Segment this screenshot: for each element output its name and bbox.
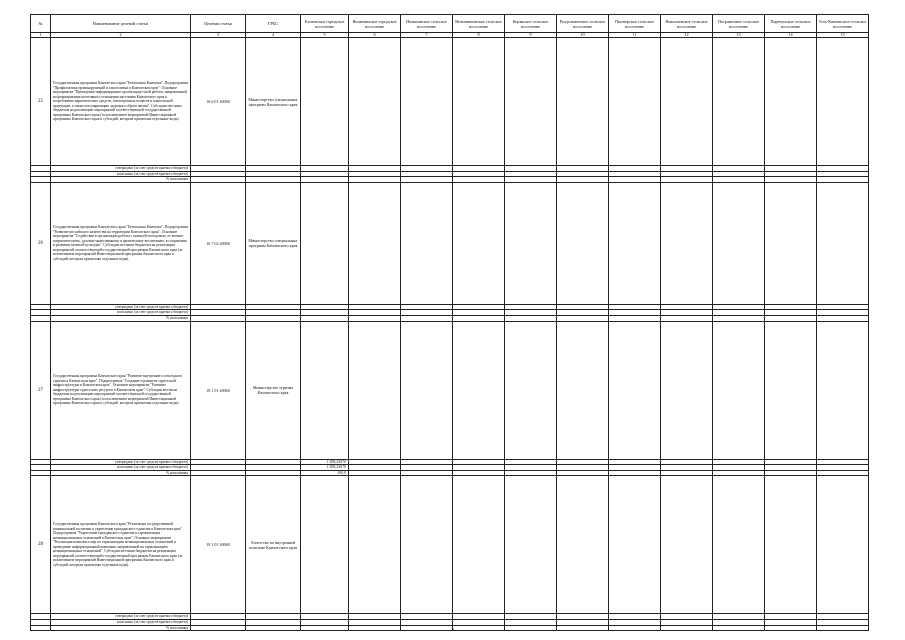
program-name: Государственная программа Камчатского края "Развитие внутреннего и въездного туризма в Камчатском крае". Подпрограмма "Создание и развитие туристской инфраструктуры в Камчатском крае". Основное мероприятие "Развитие инфраструктуры туристских ресурсов в Камчатском крае". Субсидии местным бюджетам на реализацию мероприятий соответствующей государственной программы Камчатского края (за исключением мероприятий Инвестиционной программы Камчатского края и субсидий, которым присвоены отдельные коды).	[51, 321, 191, 459]
column-header: Пограничное сельское поселение	[713, 15, 765, 33]
empty-cell	[765, 476, 817, 614]
column-number: 5	[301, 33, 349, 38]
empty-cell	[505, 182, 557, 304]
program-name: Государственная программа Камчатского края "Реализация государственной национальной политики и укрепление гражданского единства в Камчатском крае". Подпрограмма "Укрепление гражданского единства и гармонизация межнациональных отношений в Камчатском крае". Основное мероприятие "Реализация комплекса мер по гармонизации межнациональных отношений и проведение информационной кампании, направленной на гармонизацию межнациональных отношений". Субсидии местным бюджетам на реализацию мероприятий соответствующей государственной программы Камчатского края (за исключением мероприятий Инвестиционной программы Камчатского края и субсидий, которым присвоены отдельные коды).	[51, 476, 191, 614]
column-number: 7	[401, 33, 453, 38]
grbs-name: Министерство специальных программ Камчатского края	[246, 38, 301, 166]
empty-cell	[765, 182, 817, 304]
empty-cell	[349, 625, 401, 631]
empty-cell	[557, 38, 609, 166]
empty-cell	[301, 321, 349, 459]
table-body	[31, 38, 869, 631]
row-number: 28	[31, 476, 51, 614]
elizovo-value: 1 298,23670	[301, 459, 349, 465]
column-header: Николаевское сельское поселение	[661, 15, 713, 33]
empty-cell	[609, 476, 661, 614]
empty-cell	[301, 38, 349, 166]
budget-report-sheet	[30, 14, 868, 631]
sub-row-label: утверждено (за счет средств краевого бюджета)	[51, 166, 191, 172]
elizovo-value: 100,0	[301, 470, 349, 476]
empty-cell	[609, 625, 661, 631]
empty-cell	[713, 38, 765, 166]
empty-cell	[557, 476, 609, 614]
column-number: 10	[557, 33, 609, 38]
empty-cell	[817, 321, 869, 459]
column-header: Раздольненское сельское поселение	[557, 15, 609, 33]
column-number: 11	[609, 33, 661, 38]
sub-row-label: % исполнения	[51, 625, 191, 631]
column-number: 15	[817, 33, 869, 38]
row-number: 27	[31, 321, 51, 459]
sub-row-label: % исполнения	[51, 315, 191, 321]
empty-cell	[765, 38, 817, 166]
grbs-name: Министерство туризма Камчатского края	[246, 321, 301, 459]
column-header: Паратунское сельское поселение	[765, 15, 817, 33]
empty-cell	[453, 38, 505, 166]
empty-cell	[191, 625, 246, 631]
sub-row-label: исполнено (за счет средств краевого бюджета)	[51, 619, 191, 625]
column-header: №	[31, 15, 51, 33]
column-header: Начикинское сельское поселение	[401, 15, 453, 33]
sub-row-label: % исполнения	[51, 470, 191, 476]
empty-cell	[557, 321, 609, 459]
empty-cell	[713, 476, 765, 614]
target-article-code: 19 1 01 40060	[191, 476, 246, 614]
column-number: 14	[765, 33, 817, 38]
empty-cell	[505, 476, 557, 614]
column-header: Пионерское сельское поселение	[609, 15, 661, 33]
sub-row-label: исполнено (за счет средств краевого бюджета)	[51, 465, 191, 471]
empty-cell	[817, 182, 869, 304]
empty-cell	[301, 182, 349, 304]
empty-cell	[661, 182, 713, 304]
column-number: 6	[349, 33, 401, 38]
program-name: Государственная программа Камчатского края "Безопасная Камчатка". Подпрограмма "Профилактика правонарушений и алкоголизма в Камчатском крае". Основное мероприятие "Проведение информационно-пропагандистской работы, направленной на формирование негативного отношения населения Камчатского края к потреблению наркотических средств, психотропных веществ и алкогольной продукции, а также популяризацию здорового образа жизни". Субсидии местным бюджетам на реализацию мероприятий соответствующей государственной программы Камчатского края (за исключением мероприятий Инвестиционной программы Камчатского края и субсидий, которым присвоены отдельные коды).	[51, 38, 191, 166]
empty-cell	[505, 625, 557, 631]
empty-cell	[401, 182, 453, 304]
table-header	[31, 15, 869, 38]
empty-cell	[713, 321, 765, 459]
sub-row-label: исполнено (за счет средств краевого бюджета)	[51, 171, 191, 177]
empty-cell	[609, 321, 661, 459]
empty-cell	[349, 476, 401, 614]
column-header: ГРБС	[246, 15, 301, 33]
subsidy-table	[30, 14, 869, 631]
empty-cell	[401, 625, 453, 631]
row-number: 26	[31, 182, 51, 304]
empty-cell	[713, 182, 765, 304]
percent-row	[31, 625, 869, 631]
empty-cell	[609, 38, 661, 166]
column-number: 13	[713, 33, 765, 38]
empty-cell	[401, 38, 453, 166]
empty-cell	[349, 321, 401, 459]
table-row	[31, 38, 869, 166]
target-article-code: 16 7 02 40060	[191, 182, 246, 304]
empty-cell	[301, 476, 349, 614]
elizovo-value	[301, 625, 349, 631]
empty-cell	[246, 625, 301, 631]
row-number: 25	[31, 38, 51, 166]
column-number: 3	[191, 33, 246, 38]
empty-cell	[505, 38, 557, 166]
column-header: Усть-Камчатское сельское поселение	[817, 15, 869, 33]
empty-cell	[557, 182, 609, 304]
page-number: 8	[452, 627, 454, 632]
program-name: Государственная программа Камчатского края "Безопасная Камчатка". Подпрограмма "Развитие российского казачества на территории Камчатского края". Основное мероприятие "Содействие в организации работы с казачьей молодежью, ее военно-патриотическому, духовно-нравственному и физическому воспитанию, в сохранении и развитии казачьей культуры". Субсидии местным бюджетам на реализацию мероприятий соответствующей государственной программы Камчатского края (за исключением мероприятий Инвестиционной программы Камчатского края и субсидий, которым присвоены отдельные коды).	[51, 182, 191, 304]
target-article-code: 18 1 01 40060	[191, 321, 246, 459]
table-row	[31, 182, 869, 304]
column-header: Целевая статья	[191, 15, 246, 33]
column-header: Елизовское городское поселение	[301, 15, 349, 33]
sub-row-label: утверждено (за счет средств краевого бюджета)	[51, 459, 191, 465]
empty-cell	[661, 321, 713, 459]
column-number: 4	[246, 33, 301, 38]
empty-cell	[817, 476, 869, 614]
sub-row-label: % исполнения	[51, 177, 191, 183]
empty-cell	[349, 38, 401, 166]
column-number: 12	[661, 33, 713, 38]
empty-cell	[609, 182, 661, 304]
column-header: Наименование целевой статьи	[51, 15, 191, 33]
sub-row-label: утверждено (за счет средств краевого бюджета)	[51, 304, 191, 310]
target-article-code: 16 6 01 40060	[191, 38, 246, 166]
empty-cell	[765, 321, 817, 459]
grbs-name: Агентство по внутренней политике Камчатского края	[246, 476, 301, 614]
column-number: 8	[453, 33, 505, 38]
empty-cell	[713, 625, 765, 631]
empty-cell	[453, 182, 505, 304]
empty-cell	[31, 625, 51, 631]
table-row	[31, 321, 869, 459]
column-header: Корякское сельское поселение	[505, 15, 557, 33]
column-number: 9	[505, 33, 557, 38]
empty-cell	[661, 38, 713, 166]
empty-cell	[661, 625, 713, 631]
empty-cell	[505, 321, 557, 459]
column-number: 1	[31, 33, 51, 38]
grbs-name: Министерство специальных программ Камчатского края	[246, 182, 301, 304]
column-header: Вилючинское городское поселение	[349, 15, 401, 33]
empty-cell	[453, 321, 505, 459]
column-header: Новоавачинское сельское поселение	[453, 15, 505, 33]
empty-cell	[453, 476, 505, 614]
table-row	[31, 476, 869, 614]
empty-cell	[765, 625, 817, 631]
sub-row-label: утверждено (за счет средств краевого бюджета)	[51, 614, 191, 620]
empty-cell	[401, 321, 453, 459]
column-number: 2	[51, 33, 191, 38]
elizovo-value: 1 298,23670	[301, 465, 349, 471]
empty-cell	[817, 625, 869, 631]
empty-cell	[349, 182, 401, 304]
empty-cell	[401, 476, 453, 614]
sub-row-label: исполнено (за счет средств краевого бюджета)	[51, 310, 191, 316]
empty-cell	[817, 38, 869, 166]
empty-cell	[557, 625, 609, 631]
empty-cell	[661, 476, 713, 614]
empty-cell	[453, 625, 505, 631]
